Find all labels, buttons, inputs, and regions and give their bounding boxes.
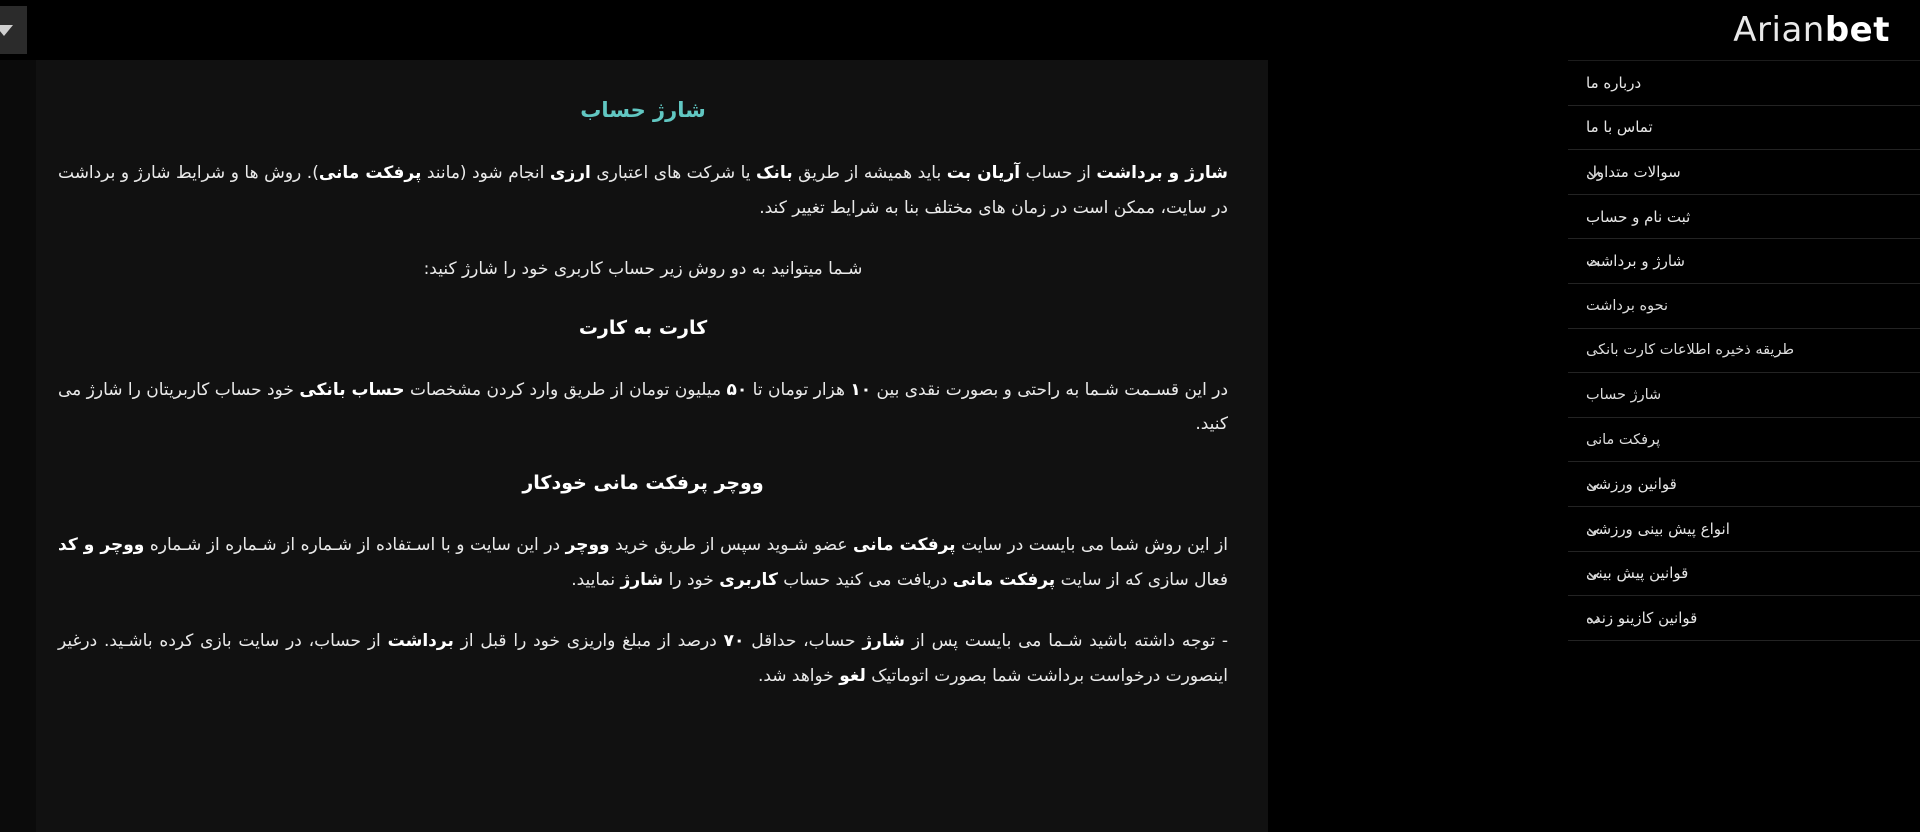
sidebar-item-label: پرفکت مانی [1586, 431, 1661, 448]
sidebar-item-سوالات-متداول[interactable] [1568, 150, 1920, 195]
chevron-down-icon[interactable] [1588, 525, 1601, 538]
sidebar-item-label: تماس با ما [1586, 118, 1653, 137]
sidebar-item-درباره-ما[interactable] [1568, 61, 1920, 106]
sidebar-item-قوانین-ورزشی[interactable] [1568, 462, 1920, 507]
content-paragraph: در این قسـمت شـما به راحتی و بصورت نقدی بین ۱۰ هزار تومان تا ۵۰ میلیون تومان از طریق وارد کردن مشخصات حساب بانکی خود حساب کاربریتان را شارژ می کنید. [58, 379, 1229, 435]
sidebar-item-label: قوانین پیش بینی [1586, 564, 1689, 583]
content-blocks [58, 156, 1228, 694]
sidebar-item-طریقه-ذخیره-اطلاعات-کارت-بانکی[interactable] [1568, 329, 1920, 374]
content-paragraph: - توجه داشته باشید شـما می بایست پس از شارژ حساب، حداقل ۷۰ درصد از مبلغ واریزی خود را قبل از برداشت از حساب، در سایت بازی کرده باشـید. درغیر اینصورت درخواست برداشت شما بصورت اتوماتیک لغو خواهد شد. [58, 630, 1228, 686]
brand-logo-part1: Arian [1733, 10, 1825, 50]
sidebar-item-label: ثبت نام و حساب [1586, 207, 1691, 226]
sidebar-item-تماس-با-ما[interactable] [1568, 106, 1920, 151]
sidebar-item-label: نحوه برداشت [1586, 297, 1669, 314]
content-paragraph: شارژ و برداشت از حساب آریان بت باید همیشه از طریق بانک یا شرکت های اعتباری ارزی انجام شود (مانند پرفکت مانی). روش ها و شرایط شارژ و برداشت در سایت، ممکن است در زمان های مختلف بنا به شرایط تغییر کند. [58, 163, 1228, 218]
language-selector[interactable] [0, 6, 27, 54]
content-subheading: کارت به کارت [578, 316, 708, 339]
sidebar-item-label: شارژ حساب [1586, 386, 1662, 403]
left-gutter [0, 60, 36, 832]
sidebar-item-label: انواع پیش بینی ورزشی [1586, 519, 1730, 538]
sidebar-item-قوانین-پیش-بینی[interactable] [1568, 552, 1920, 597]
sidebar-item-نحوه-برداشت[interactable] [1568, 284, 1920, 329]
sidebar-menu [1568, 60, 1920, 832]
chevron-down-icon[interactable] [1588, 168, 1601, 181]
chevron-down-icon[interactable] [1588, 480, 1601, 493]
sidebar-item-شارژ-و-برداشت[interactable] [1568, 239, 1920, 284]
sidebar-item-list [1568, 61, 1920, 641]
content-subheading: ووچر پرفکت مانی خودکار [522, 472, 764, 495]
top-bar [0, 0, 1920, 60]
brand-logo[interactable] [1733, 10, 1890, 50]
page-title: شارژ حساب [580, 98, 706, 122]
main-content [36, 60, 1268, 832]
sidebar-item-انواع-پیش-بینی-ورزشی[interactable] [1568, 507, 1920, 552]
sidebar-item-پرفکت-مانی[interactable] [1568, 418, 1920, 463]
sidebar-item-label: درباره ما [1586, 73, 1642, 92]
sidebar-item-قوانین-کازینو-زنده[interactable] [1568, 596, 1920, 641]
article-body [36, 98, 1268, 694]
sidebar-item-label: سوالات متداول [1586, 162, 1681, 181]
chevron-down-icon[interactable] [1588, 614, 1601, 627]
chevron-down-icon[interactable] [1588, 569, 1601, 582]
content-paragraph: از این روش شما می بایست در سایت پرفکت مانی عضو شـوید سپس از طریق خرید ووچر در این سایت و با اسـتفاده از شـماره از شـماره از شـماره ووچر و کد فعال سازی که از سایت پرفکت مانی دریافت می کنید حساب کاربری خود را شارژ نمایید. [58, 535, 1229, 591]
sidebar-item-شارژ-حساب[interactable] [1568, 373, 1920, 418]
chevron-up-icon[interactable] [1588, 257, 1601, 270]
chevron-down-icon[interactable] [0, 25, 13, 36]
sidebar-item-label: قوانین کازینو زنده [1586, 608, 1698, 627]
sidebar-item-label: طریقه ذخیره اطلاعات کارت بانکی [1586, 342, 1795, 359]
sidebar-item-label: شارژ و برداشت [1586, 252, 1686, 271]
brand-logo-part2: bet [1824, 10, 1890, 50]
sidebar-item-ثبت-نام-و-حساب[interactable] [1568, 195, 1920, 240]
content-paragraph: شـما میتوانید به دو روش زیر حساب کاربری خود را شارژ کنید: [423, 258, 863, 279]
sidebar-item-label: قوانین ورزشی [1586, 475, 1677, 494]
